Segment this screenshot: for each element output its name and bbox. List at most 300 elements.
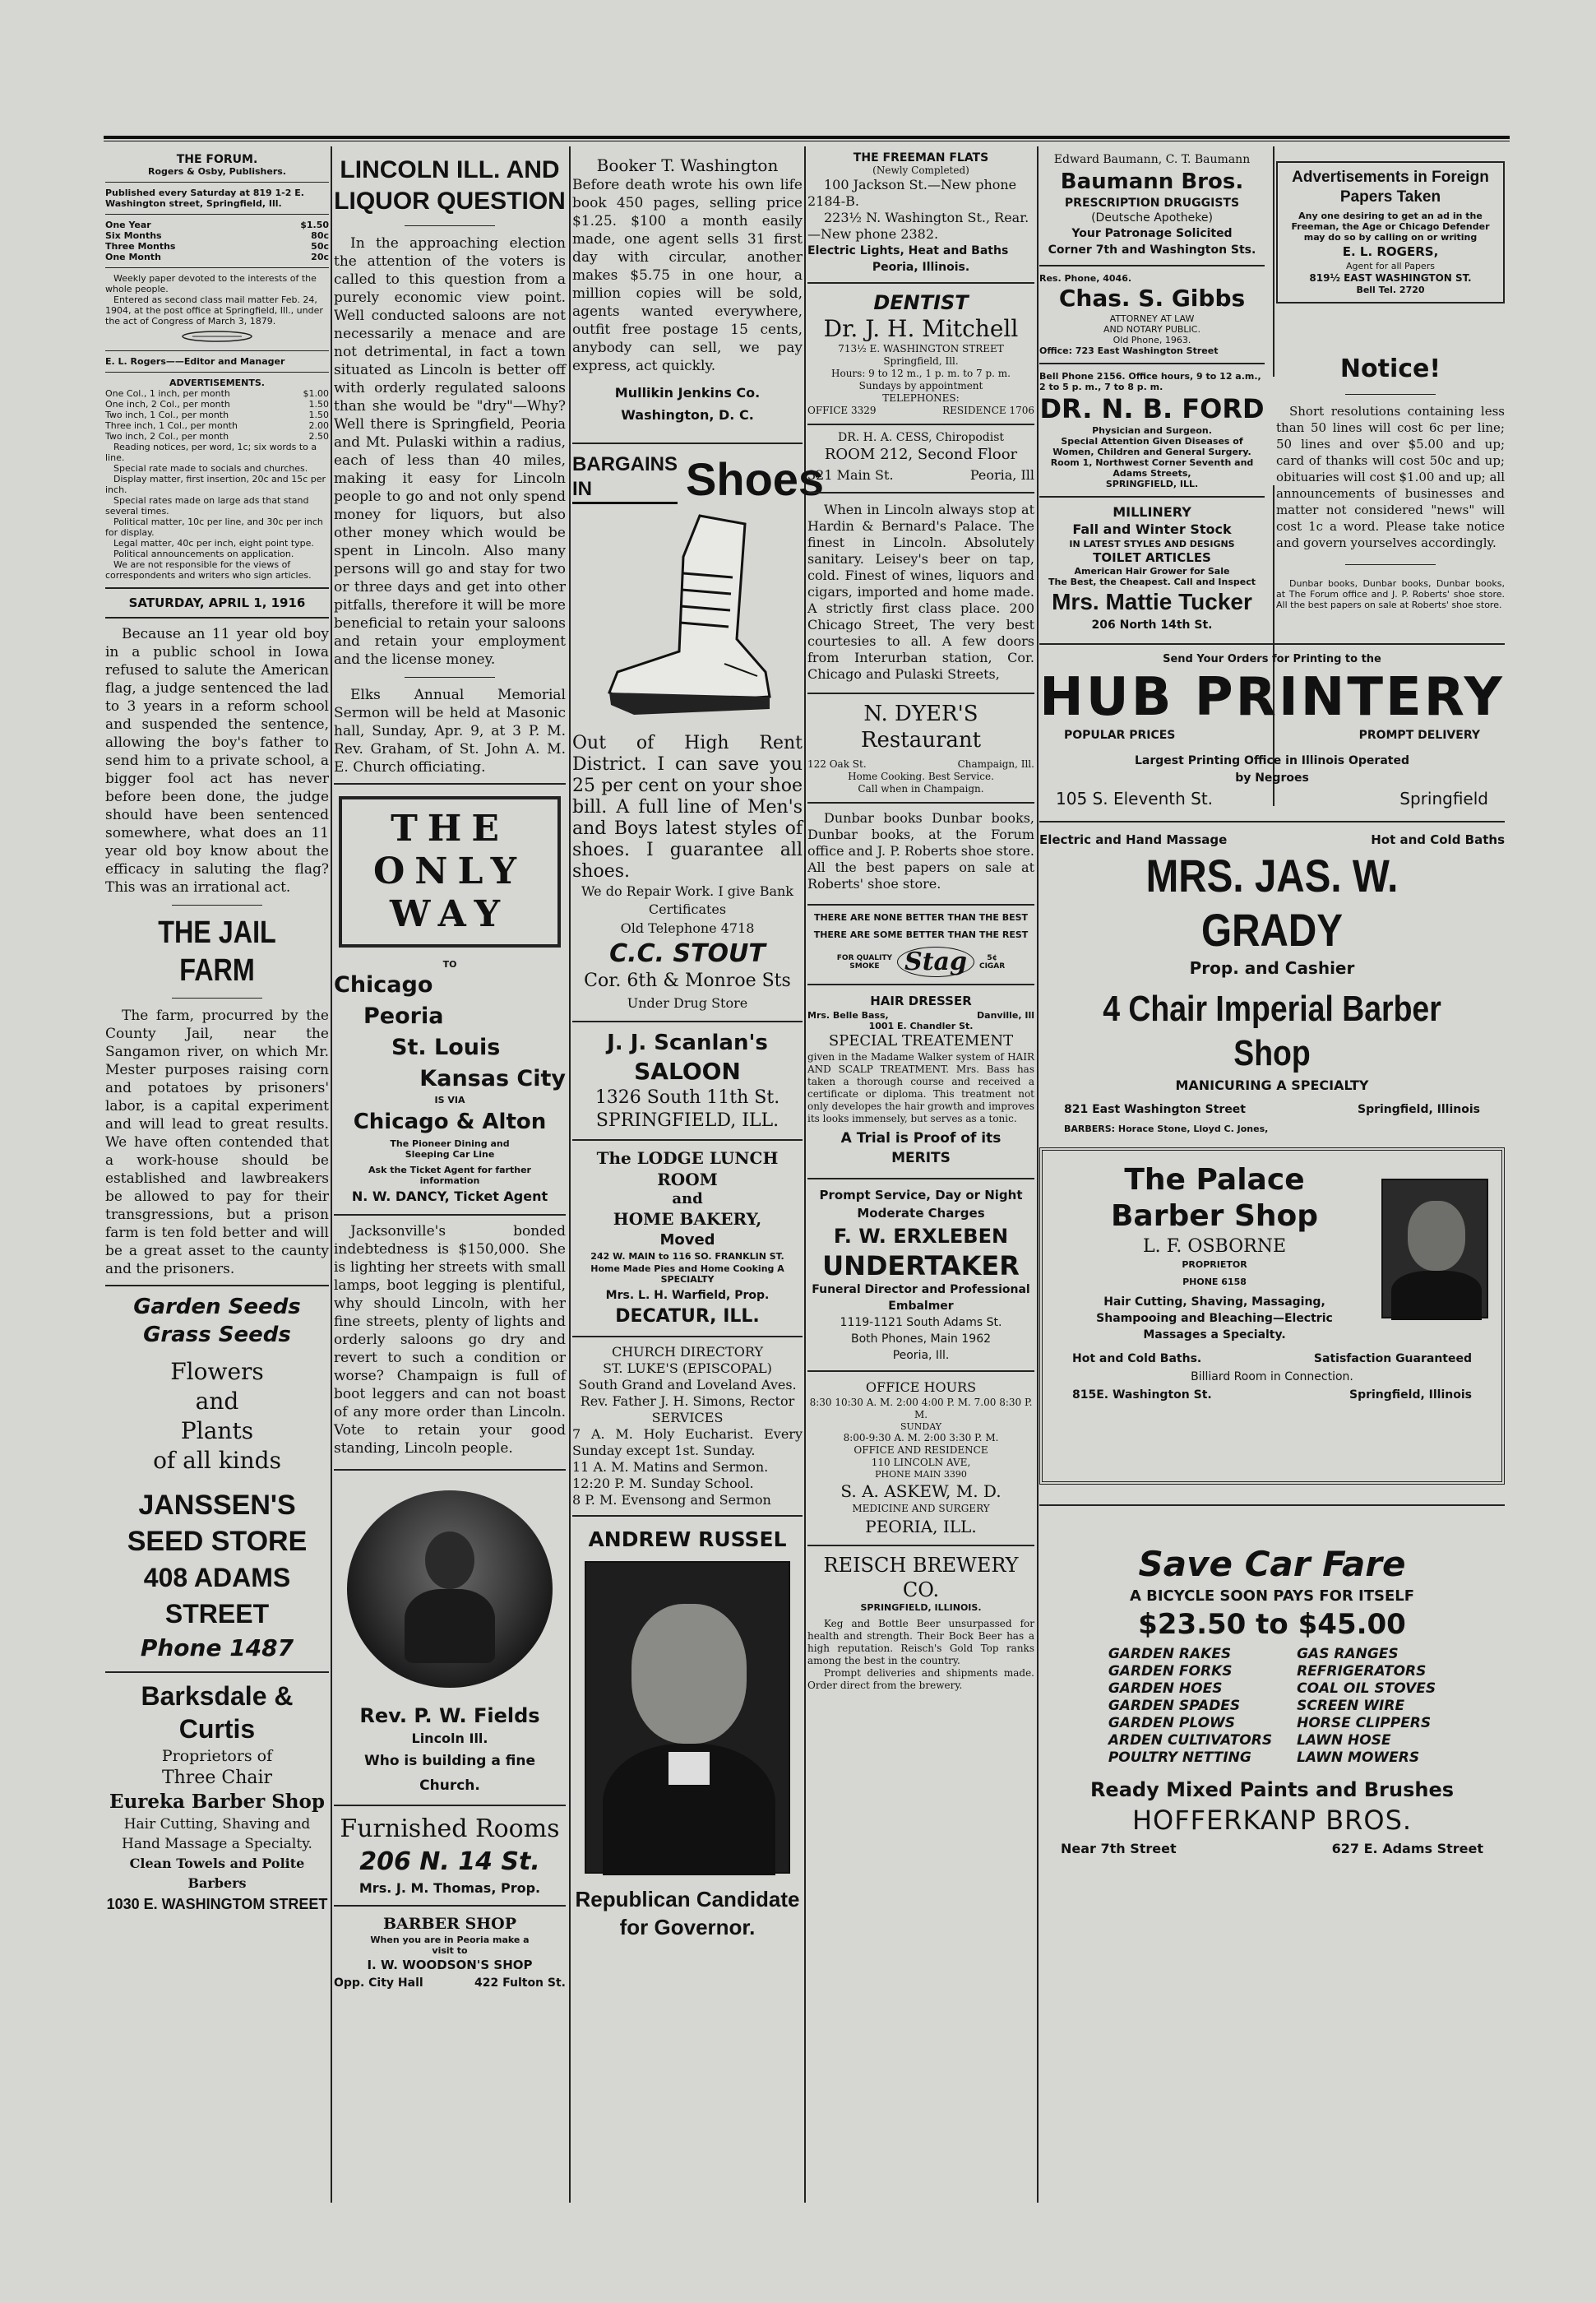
reisch-name: REISCH BREWERY CO. — [823, 1554, 1019, 1601]
subscription-term: Three Months — [105, 241, 176, 252]
bass-city: Danville, Ill — [977, 1010, 1034, 1021]
grady-name: MRS. JAS. W. GRADY — [1145, 850, 1399, 956]
subscription-row — [105, 220, 329, 230]
barksdale-line: Hair Cutting, Shaving and — [123, 1816, 311, 1833]
notice-title: Notice! — [1339, 354, 1441, 383]
baumann-title: Baumann Bros. — [1060, 169, 1244, 194]
gibbs-office: Office: 723 East Washington Street — [1039, 345, 1219, 356]
woodson-line: When you are in Peoria make a visit to — [370, 1935, 530, 1956]
erxleben-phones: Both Phones, Main 1962 — [850, 1332, 992, 1346]
scanlan-saloon: SALOON — [634, 1058, 741, 1085]
barksdale-line: Proprietors of — [161, 1747, 273, 1765]
foreign-text: Any one desiring to get an ad in the Freeman, the Age or Chicago Defender may do so by calling on or writing — [1291, 211, 1490, 243]
city-peoria: Peoria — [363, 1003, 444, 1029]
hofferkanp-title: Save Car Fare — [1138, 1544, 1406, 1584]
barksdale-line: Hand Massage a Specialty. — [122, 1836, 312, 1852]
palace-title: The Palace — [1124, 1163, 1305, 1197]
fields-name: Rev. P. W. Fields — [359, 1704, 540, 1727]
grady-city: Springfield, Illinois — [1357, 1103, 1480, 1116]
palace-text: Hair Cutting, Shaving, Massaging, Shampooing and Bleaching—Electric Massages a Specialty. — [1096, 1295, 1333, 1341]
palace-satisfaction: Satisfaction Guaranteed — [1313, 1352, 1472, 1365]
janssen-name: JANSSEN'S — [138, 1490, 296, 1521]
askew-address: 110 LINCOLN AVE, — [871, 1457, 971, 1468]
stout-ad — [572, 452, 825, 1014]
subscription-price: 20c — [311, 252, 329, 262]
barksdale-line: Clean Towels and Polite Barbers — [129, 1856, 305, 1891]
ford-line: Special Attention Given Diseases of Women, Children and General Surgery. — [1052, 436, 1251, 457]
baumann-names: Edward Baumann, C. T. Baumann — [1053, 153, 1251, 166]
stag-smoke: SMOKE — [849, 962, 880, 971]
hub-city: Springfield — [1399, 789, 1488, 809]
hub-send: Send Your Orders for Printing to the — [1163, 653, 1381, 665]
column-rule — [1037, 146, 1039, 2203]
rate-price: 2.00 — [308, 420, 329, 431]
janssen-name: SEED STORE — [127, 1526, 308, 1557]
erxleben-name: F. W. ERXLEBEN — [833, 1225, 1009, 1248]
palace-address: 815E. Washington St. — [1072, 1388, 1212, 1402]
subscription-price: $1.50 — [300, 220, 329, 230]
grady-shop: 4 Chair Imperial Barber Shop — [1103, 989, 1441, 1073]
freeman-sub: (Newly Completed) — [872, 164, 969, 176]
elks-notice: Elks Annual Memorial Sermon will be held at Masonic hall, Sunday, Apr. 9, at 3 P. M. Rev. Graham, of St. John A. M. E. Church officiating. — [334, 687, 566, 776]
askew-phone: PHONE MAIN 3390 — [875, 1469, 967, 1480]
booker-company: Mullikin Jenkins Co. — [614, 385, 761, 401]
ad-rate-notes — [105, 442, 329, 581]
jail-farm-title: THE JAIL FARM — [158, 915, 276, 988]
askew-sunday: SUNDAY — [900, 1421, 941, 1432]
foreign-name: E. L. ROGERS, — [1342, 244, 1439, 259]
column-1 — [105, 148, 329, 1915]
ford-name: DR. N. B. FORD — [1039, 393, 1265, 424]
weekly-note: Weekly paper devoted to the interests of the whole people. — [105, 273, 317, 294]
hofferkanp-item: GAS RANGES — [1297, 1646, 1399, 1662]
janssen-line: Flowers — [170, 1358, 264, 1385]
tucker-name: Mrs. Mattie Tucker — [1052, 589, 1252, 614]
hofferkanp-item: REFRIGERATORS — [1297, 1663, 1427, 1680]
baumann-line: (Deutsche Apotheke) — [1091, 211, 1213, 225]
barksdale-line: Eureka Barber Shop — [109, 1791, 325, 1813]
dyer-name: N. DYER'S — [863, 702, 978, 726]
cess-line: DR. H. A. CESS, Chiropodist — [837, 431, 1005, 444]
reisch-city: SPRINGFIELD, ILLINOIS. — [860, 1602, 982, 1613]
rate-row — [105, 420, 329, 431]
gibbs-line: ATTORNEY AT LAW — [1109, 313, 1195, 324]
only-way-text: THE — [391, 808, 509, 850]
erxleben-title: UNDERTAKER — [822, 1250, 1020, 1281]
stag-cigar-logo — [807, 947, 1034, 977]
booker-text: Before death wrote his own life book 450 pages, selling price $1.25. $100 a month easily made, one agent sells 31 first day with circular, another makes $5.75 in one hour, a million copies will be sold, agents wanted everywhere, outfit free postage 15 cents, anybody can sell, we pay express, act quickly. — [572, 177, 803, 374]
palace-title: Barber Shop — [1110, 1199, 1319, 1233]
masthead-title: THE FORUM. — [176, 153, 258, 166]
church-services: SERVICES — [651, 1410, 724, 1425]
church-title: CHURCH DIRECTORY — [611, 1344, 764, 1360]
hofferkanp-item: GARDEN RAKES — [1108, 1646, 1232, 1662]
askew-name: S. A. ASKEW, M. D. — [840, 1481, 1002, 1501]
article-boy: Because an 11 year old boy in a public school in Iowa refused to salute the American flag, a judge sentenced the lad to 3 years in a reform school and suspended the sentence, allowing the boy's father to send him to a private school, a bigger fool act has never before been done, the judge should have been sentenced somewhere, what does an 11 year old boy know about the efficacy in saluting the flag? This was an irrational act. — [105, 626, 329, 896]
bass-name: Mrs. Belle Bass, — [807, 1010, 889, 1021]
gibbs-old: Old Phone, 1963. — [1113, 335, 1191, 345]
mitchell-city: Springfield, Ill. — [883, 355, 959, 367]
scanlan-address: 1326 South 11th St. — [594, 1087, 780, 1108]
rate-item: Two inch, 2 Col., per month — [105, 431, 229, 442]
rate-note: We are not responsible for the views of correspondents and writers who sign articles. — [105, 559, 312, 581]
freeman-line: 100 Jackson St.—New phone 2184-B. — [807, 177, 1017, 209]
rate-note: Legal matter, 40c per inch, eight point type. — [113, 538, 314, 549]
grady-left: Electric and Hand Massage — [1039, 832, 1228, 847]
mitchell-name: Dr. J. H. Mitchell — [823, 315, 1019, 342]
hofferkanp-address: 627 E. Adams Street — [1331, 1841, 1483, 1856]
barksdale-line: Three Chair — [161, 1768, 273, 1788]
palace-name: L. F. OSBORNE — [1142, 1236, 1286, 1257]
fields-caption: Who is building a fine Church. — [363, 1753, 536, 1794]
booker-title: Booker T. Washington — [596, 155, 779, 175]
city-stlouis: St. Louis — [391, 1035, 501, 1060]
russel-caption: Republican Candidate — [575, 1887, 800, 1911]
hofferkanp-item: GARDEN SPADES — [1108, 1698, 1241, 1714]
dyer-restaurant: Restaurant — [860, 728, 982, 753]
railway-agent: N. W. DANCY, Ticket Agent — [351, 1189, 548, 1204]
subscription-table — [105, 220, 329, 262]
bargains-in: BARGAINS IN — [572, 452, 678, 504]
hofferkanp-near: Near 7th Street — [1061, 1841, 1177, 1856]
grady-sub: Prop. and Cashier — [1189, 958, 1355, 978]
rate-note: Reading notices, per word, 1c; six words to a line. — [105, 442, 317, 463]
grady-address: 821 East Washington Street — [1064, 1103, 1246, 1116]
mitchell-hours: Hours: 9 to 12 m., 1 p. m. to 7 p. m. — [831, 368, 1011, 379]
bass-trial: A Trial is Proof of its MERITS — [840, 1130, 1002, 1166]
reisch-text: Keg and Bottle Beer unsurpassed for health and strength. Their Bock Beer has a high reputation. Reisch's Gold Top ranks among the best in the country. — [807, 1618, 1034, 1666]
barksdale-ad — [105, 1680, 329, 1915]
church-service: 11 A. M. Matins and Sermon. — [572, 1459, 769, 1475]
booker-city: Washington, D. C. — [621, 407, 754, 423]
church-service: 8 P. M. Evensong and Sermon — [572, 1492, 771, 1508]
hofferkanp-item: GARDEN HOES — [1108, 1680, 1223, 1697]
foreign-tel: Bell Tel. 2720 — [1356, 285, 1425, 295]
barksdale-title: Barksdale & Curtis — [141, 1681, 294, 1744]
only-way-ad — [334, 796, 566, 1207]
tucker-line: IN LATEST STYLES AND DESIGNS — [1069, 539, 1235, 549]
ford-bell: Bell Phone 2156. Office hours, 9 to 12 a.m., 2 to 5 p. m., 7 to 8 p. m. — [1039, 371, 1261, 392]
column-2 — [334, 148, 566, 1992]
hofferkanp-ready: Ready Mixed Paints and Brushes — [1089, 1778, 1455, 1801]
stag-price: 5¢ — [987, 953, 997, 962]
lincoln-title: LINCOLN ILL. AND — [340, 156, 560, 183]
railway-name: Chicago & Alton — [353, 1110, 547, 1134]
gibbs-name: Chas. S. Gibbs — [1058, 285, 1246, 312]
city-kansas-city: Kansas City — [419, 1066, 566, 1091]
mitchell-sundays: Sundays by appointment — [858, 380, 983, 392]
fields-place: Lincoln Ill. — [411, 1731, 488, 1746]
lodge-city: DECATUR, ILL. — [615, 1306, 760, 1327]
fields-photo — [347, 1490, 553, 1688]
tucker-address: 206 North 14th St. — [1091, 619, 1213, 632]
hofferkanp-right-list — [1297, 1646, 1436, 1767]
lodge-title: The LODGE LUNCH ROOM — [596, 1148, 779, 1189]
russel-name: ANDREW RUSSEL — [588, 1527, 787, 1551]
column-5 — [1039, 148, 1505, 1860]
janssen-address: 408 ADAMS STREET — [143, 1563, 291, 1629]
gibbs-res: Res. Phone, 4046. — [1039, 273, 1132, 284]
rate-note: Political announcements on application. — [113, 549, 294, 559]
column-rule — [569, 146, 571, 2203]
janssen-line: of all kinds — [153, 1447, 281, 1474]
janssen-ad — [105, 1293, 329, 1665]
erxleben-line: Moderate Charges — [857, 1206, 985, 1221]
ford-line: Physician and Surgeon. — [1092, 425, 1212, 436]
hofferkanp-item: ARDEN CULTIVATORS — [1108, 1732, 1273, 1749]
freeman-title: THE FREEMAN FLATS — [853, 151, 989, 164]
tucker-line: MILLINERY — [1113, 504, 1191, 520]
hub-address: 105 S. Eleventh St. — [1056, 789, 1214, 809]
ad-rates-table — [105, 388, 329, 442]
lodge-from: 242 W. MAIN to 116 SO. FRANKLIN ST. — [590, 1251, 784, 1262]
column-3 — [572, 148, 825, 1941]
column-4 — [807, 148, 1034, 1692]
erxleben-city: Peoria, Ill. — [892, 1349, 950, 1362]
subscription-price: 80c — [311, 230, 329, 241]
freeman-line: Electric Lights, Heat and Baths — [807, 244, 1009, 257]
rate-note: Special rate made to socials and churches. — [113, 463, 308, 474]
hofferkanp-item: COAL OIL STOVES — [1297, 1680, 1436, 1697]
woodson-right: 422 Fulton St. — [474, 1976, 566, 1990]
lincoln-title: LIQUOR QUESTION — [334, 188, 566, 215]
hofferkanp-item: LAWN MOWERS — [1297, 1749, 1420, 1766]
only-way-text: ONLY — [372, 850, 527, 892]
askew-spec: MEDICINE AND SURGERY — [852, 1503, 990, 1514]
masthead-publishers: Rogers & Osby, Publishers. — [148, 166, 286, 177]
hub-left: POPULAR PRICES — [1064, 729, 1176, 742]
hofferkanp-item: SCREEN WIRE — [1297, 1698, 1405, 1714]
hofferkanp-item: HORSE CLIPPERS — [1297, 1715, 1432, 1731]
askew-hours: 8:30 10:30 A. M. 2:00 4:00 P. M. 7.00 8:30 P. M. — [809, 1397, 1033, 1420]
lincoln-text: In the approaching election the attention of the voters is called to this question from a purely economic view point. Well conducted saloons are not necessarily a menace and are not detrimental, in fact a town situated as Lincoln is better off with orderly regulated saloons than she would be "dry"—Why? Well there is Springfield, Peoria and Mt. Pulaski within a radius, each of less than 40 miles, making it easy for Lincoln people to go and not only spend money for liquors, but also other money which would be spent in Lincoln. Also many persons will go and stay for two or three days and get into other pitfalls, therefore it will be more beneficial to retain your saloons and retain your employment and the license money. — [334, 235, 566, 668]
scanlan-city: SPRINGFIELD, ILL. — [595, 1110, 779, 1131]
hub-printery-ad — [1039, 651, 1505, 811]
mitchell-office: OFFICE 3329 — [807, 405, 877, 416]
rate-price: $1.00 — [303, 388, 329, 399]
tucker-line: Fall and Winter Stock — [1072, 521, 1232, 537]
union-label-icon — [105, 330, 329, 345]
baumann-line: PRESCRIPTION DRUGGISTS — [1064, 197, 1240, 210]
stag-quality: FOR QUALITY — [836, 953, 893, 962]
notice-dunbar: Dunbar books, Dunbar books, Dunbar books, at The Forum office and J. P. Roberts' shoe store. All the best papers on sale at Roberts' shoe store. — [1276, 578, 1505, 610]
hofferkanp-price: $23.50 to $45.00 — [1138, 1608, 1406, 1641]
only-way-via: IS VIA — [434, 1095, 465, 1105]
askew-office: OFFICE AND RESIDENCE — [854, 1444, 988, 1456]
askew-hours-title: OFFICE HOURS — [865, 1379, 977, 1395]
woodson-title: BARBER SHOP — [382, 1915, 517, 1933]
askew-hours: 8:00-9:30 A. M. 2:00 3:30 P. M. — [843, 1432, 999, 1443]
grady-spec: MANICURING A SPECIALTY — [1175, 1077, 1369, 1093]
hofferkanp-item: LAWN HOSE — [1297, 1732, 1391, 1749]
reisch-text: Prompt deliveries and shipments made. Order direct from the brewery. — [807, 1667, 1034, 1691]
rate-item: One Col., 1 inch, per month — [105, 388, 230, 399]
railway-tagline: The Pioneer Dining and Sleeping Car Line — [390, 1138, 510, 1160]
dateline: SATURDAY, APRIL 1, 1916 — [128, 595, 306, 610]
subscription-row — [105, 241, 329, 252]
tucker-line: American Hair Grower for Sale — [1074, 566, 1230, 577]
palace-billiard: Billiard Room in Connection. — [1191, 1370, 1353, 1383]
rate-row — [105, 388, 329, 399]
mitchell-address: 713½ E. WASHINGTON STREET — [838, 343, 1004, 354]
hofferkanp-left-list — [1108, 1646, 1272, 1767]
hofferkanp-item: GARDEN PLOWS — [1108, 1715, 1236, 1731]
lodge-prop: Mrs. L. H. Warfield, Prop. — [605, 1289, 770, 1302]
right-upper-right — [1276, 148, 1505, 633]
freeman-line: Peoria, Illinois. — [872, 261, 970, 274]
cess-address: 321 Main St. — [807, 467, 894, 483]
published-line: Published every Saturday at 819 1-2 E. Washington street, Springfield, Ill. — [105, 188, 304, 209]
lodge-line: and — [672, 1190, 703, 1207]
dyer-line: Home Cooking. Best Service. — [848, 771, 994, 782]
bass-text: given in the Madame Walker system of HAIR AND SCALP TREATMENT. Mrs. Bass has taken a thorough course and received a certificate or diploma. This treatment not only developes the hair growth and improves its looks immensely, but serves as a tonic. — [807, 1051, 1034, 1124]
column-rule — [331, 146, 332, 2203]
right-upper-left — [1039, 148, 1265, 633]
rate-row — [105, 399, 329, 410]
jacksonville-article: Jacksonville's bonded indebtedness is $150,000. She is lighting her streets with small lamps, boot legging is plentiful, why should Lincoln, with her fine streets, plenty of lights and orderly saloons go dry and revert to such a condition or worse? Champaign is full of boot leggers and can not boast of any more order than Lincoln. Vote to retain your good standing, Lincoln people. — [334, 1223, 566, 1457]
shoes-headline: Shoes — [686, 453, 825, 505]
furnished-prop: Mrs. J. M. Thomas, Prop. — [359, 1880, 541, 1896]
rate-price: 1.50 — [308, 399, 329, 410]
dyer-address: 122 Oak St. — [807, 758, 867, 770]
rate-price: 1.50 — [308, 410, 329, 420]
furnished-title: Furnished Rooms — [340, 1814, 560, 1843]
subscription-row — [105, 230, 329, 241]
rate-row — [105, 410, 329, 420]
foreign-address: 819½ EAST WASHINGTON ST. — [1309, 272, 1472, 284]
woodson-name: I. W. WOODSON'S SHOP — [367, 1958, 533, 1972]
rate-item: Three inch, 1 Col., per month — [105, 420, 238, 431]
mitchell-dentist: DENTIST — [873, 291, 969, 314]
janssen-line: and — [195, 1388, 239, 1415]
jail-farm-text: The farm, procurred by the County Jail, near the Sangamon river, on which Mr. Mester purposes raising corn and potatoes by prisoners' labor, is a capital experiment and will lead to great results. We have often contended that a work-house should be established and lawbreakers be allowed to pay for their transgressions, but a prison farm is ten fold better and will be a great asset to the caunty and the prisoners. — [105, 1008, 329, 1277]
lodge-line: HOME BAKERY, — [613, 1209, 762, 1229]
stag-line: THERE ARE NONE BETTER THAN THE BEST — [813, 912, 1029, 923]
foreign-ad — [1276, 161, 1505, 304]
subscription-row — [105, 252, 329, 262]
church-service: 12:20 P. M. Sunday School. — [572, 1476, 754, 1491]
stag-brand: Stag — [897, 947, 974, 977]
rate-note: Display matter, first insertion, 20c and 15c per inch. — [105, 474, 326, 495]
stout-name: C.C. STOUT — [609, 939, 766, 968]
foreign-title: Advertisements in Foreign Papers Taken — [1292, 169, 1489, 206]
stout-repair: We do Repair Work. I give Bank Certificates — [581, 883, 793, 917]
foreign-agent: Agent for all Papers — [1346, 261, 1435, 271]
janssen-phone: Phone 1487 — [140, 1634, 294, 1661]
baumann-line: Corner 7th and Washington Sts. — [1048, 243, 1256, 257]
shoe-icon — [601, 507, 774, 730]
palace-city: Springfield, Illinois — [1349, 1388, 1472, 1402]
grady-ad — [1039, 831, 1505, 1134]
hub-by: by Negroes — [1235, 772, 1309, 785]
stout-text: Out of High Rent District. I can save you 25 per cent on your shoe bill. A full line of Men's and Boys latest styles of shoes. I guarantee all shoes. — [572, 733, 803, 882]
rate-item: One inch, 2 Col., per month — [105, 399, 230, 410]
bass-title: HAIR DRESSER — [870, 994, 972, 1008]
rate-row — [105, 431, 329, 442]
city-chicago: Chicago — [334, 972, 433, 998]
tucker-line: The Best, the Cheapest. Call and Inspect — [1048, 577, 1256, 587]
subscription-term: One Month — [105, 252, 161, 262]
furnished-address: 206 N. 14 St. — [359, 1847, 540, 1876]
grady-right: Hot and Cold Baths — [1371, 832, 1505, 847]
subscription-price: 50c — [311, 241, 329, 252]
cess-line: ROOM 212, Second Floor — [824, 446, 1018, 463]
subscription-term: One Year — [105, 220, 151, 230]
hofferkanp-sub: A BICYCLE SOON PAYS FOR ITSELF — [1129, 1587, 1415, 1605]
rate-item: Two inch, 1 Col., per month — [105, 410, 229, 420]
lodge-moved: Moved — [659, 1231, 715, 1249]
bass-special: SPECIAL TREATEMENT — [828, 1032, 1014, 1050]
rate-note: Political matter, 10c per line, and 30c per inch for display. — [105, 517, 323, 538]
palace-baths: Hot and Cold Baths. — [1072, 1352, 1202, 1365]
woodson-left: Opp. City Hall — [334, 1976, 423, 1990]
only-way-text: WAY — [390, 893, 510, 935]
stout-address: Cor. 6th & Monroe Sts — [584, 971, 791, 991]
dyer-city: Champaign, Ill. — [957, 758, 1034, 770]
barksdale-address: 1030 E. WASHINGTOM STREET — [106, 1896, 328, 1912]
janssen-line: Garden Seeds — [133, 1295, 301, 1319]
bass-address: 1001 E. Chandler St. — [868, 1021, 974, 1031]
tucker-line: TOILET ARTICLES — [1093, 550, 1211, 565]
editor-line: E. L. Rogers——Editor and Manager — [105, 356, 285, 367]
hub-largest: Largest Printing Office in Illinois Operated — [1135, 754, 1409, 767]
church-service: 7 A. M. Holy Eucharist. Every Sunday except 1st. Sunday. — [572, 1426, 803, 1458]
palace-photo — [1381, 1179, 1488, 1318]
ford-city: SPRINGFIELD, ILL. — [1105, 479, 1199, 489]
stout-phone: Old Telephone 4718 — [620, 920, 755, 936]
notice-text: Short resolutions containing less than 50 lines will cost 6c per line; 50 lines and over $5.00 and up; card of thanks will cost 50c and up; obituaries will cost $1.00 and up; all announcements of businesses and matter not considered "news" will cost 1c a word. Please take notice and govern yourselves accordingly. — [1276, 404, 1505, 550]
hofferkanp-ad — [1039, 1542, 1505, 1860]
palace-ad — [1039, 1147, 1505, 1485]
janssen-line: Grass Seeds — [143, 1323, 291, 1347]
church-rector: Rev. Father J. H. Simons, Rector — [580, 1393, 795, 1409]
stag-cigar: CIGAR — [978, 962, 1006, 971]
church-name: ST. LUKE'S (EPISCOPAL) — [603, 1360, 772, 1376]
russel-caption: for Governor. — [619, 1915, 756, 1939]
mitchell-tel: TELEPHONES: — [882, 392, 960, 404]
dunbar-notice: Dunbar books Dunbar books, Dunbar books, at the Forum office and J. P. Roberts shoe store. All the best papers on sale at Roberts' shoe store. — [807, 810, 1034, 892]
hardin-ad: When in Lincoln always stop at Hardin & Bernard's Palace. The finest in Lincoln. Absolutely sanitary. Leisey's beer on tap, cold. Finest of wines, liquors and cigars, imported and home made. A strictly first class place. 200 Chicago Street, The very best courtesies to all. A few doors from Interurban station, Cor. Chicago and Pulaski Streets, — [807, 502, 1034, 682]
russel-photo — [585, 1561, 790, 1874]
ads-heading: ADVERTISEMENTS. — [169, 378, 265, 388]
mitchell-residence: RESIDENCE 1706 — [942, 405, 1034, 416]
gibbs-line: AND NOTARY PUBLIC. — [1103, 324, 1200, 335]
palace-prop: PROPRIETOR — [1182, 1259, 1247, 1270]
scanlan-name: J. J. Scanlan's — [607, 1031, 768, 1055]
freeman-line: 223½ N. Washington St., Rear. —New phone 2382. — [807, 210, 1029, 242]
hofferkanp-name: HOFFERKANP BROS. — [1131, 1805, 1413, 1836]
dyer-line: Call when in Champaign. — [858, 783, 984, 795]
lodge-pies: Home Made Pies and Home Cooking A SPECIALTY — [590, 1263, 784, 1285]
hub-name: HUB PRINTERY — [1039, 667, 1505, 728]
hub-right: PROMPT DELIVERY — [1358, 729, 1480, 742]
subscription-term: Six Months — [105, 230, 162, 241]
only-way-to: TO — [442, 959, 457, 970]
baumann-line: Your Patronage Solicited — [1071, 227, 1233, 240]
stag-line: THERE ARE SOME BETTER THAN THE REST — [813, 929, 1029, 940]
erxleben-address: 1119-1121 South Adams St. — [840, 1316, 1002, 1329]
top-rule — [104, 136, 1510, 141]
hofferkanp-item: POULTRY NETTING — [1108, 1749, 1251, 1766]
erxleben-line: Funeral Director and Professional Embalmer — [812, 1283, 1030, 1313]
askew-city: PEORIA, ILL. — [865, 1517, 977, 1536]
cess-city: Peoria, Ill — [969, 467, 1034, 483]
entered-note: Entered as second class mail matter Feb. 24, 1904, at the post office at Springfield, Ill., under the act of Congress of March 3, 1879. — [105, 294, 323, 327]
stout-under: Under Drug Store — [627, 995, 748, 1011]
janssen-line: Plants — [180, 1417, 254, 1444]
erxleben-line: Prompt Service, Day or Night — [819, 1188, 1023, 1202]
hofferkanp-item: GARDEN FORKS — [1108, 1663, 1233, 1680]
